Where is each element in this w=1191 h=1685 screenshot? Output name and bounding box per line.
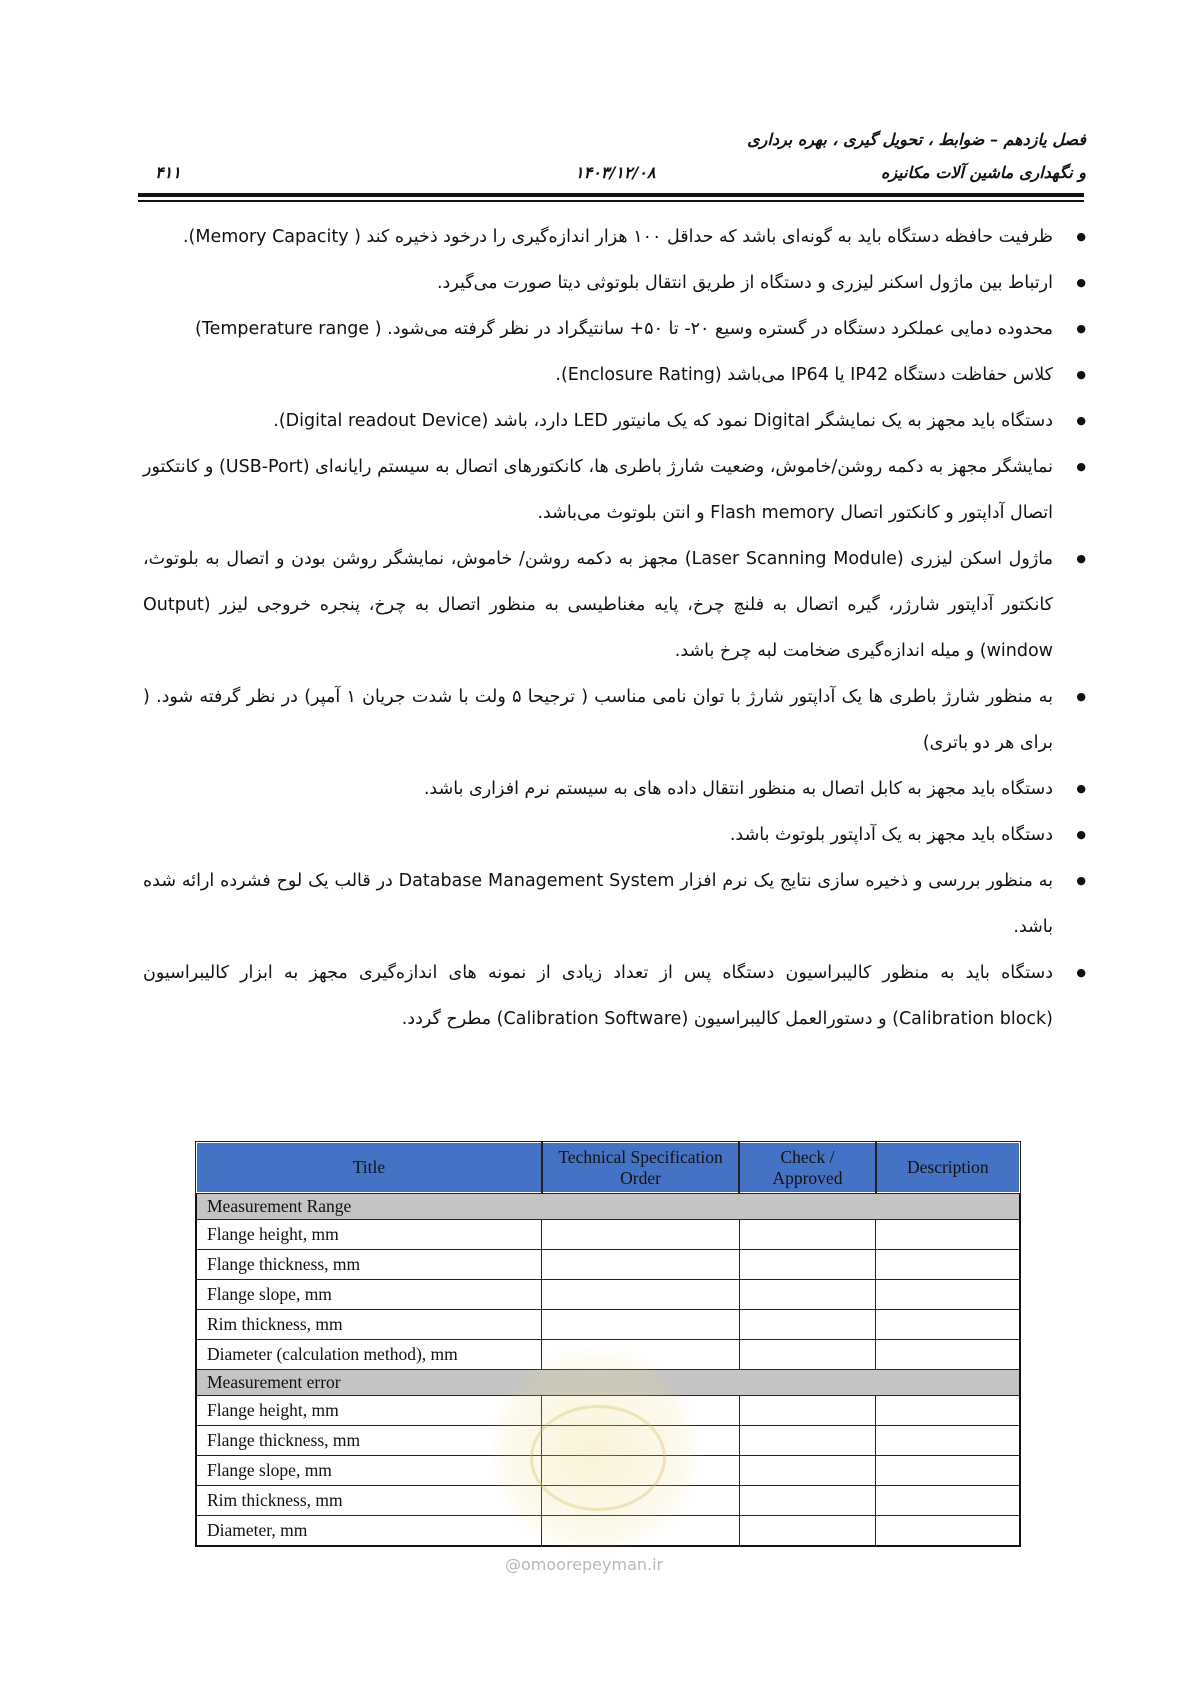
table-row	[196, 1250, 1020, 1280]
cell	[739, 1456, 875, 1486]
list-item: ● دستگاه باید مجهز به کابل اتصال به منظور انتقال داده های به سیستم نرم افزاری باشد.	[143, 766, 1088, 812]
cell	[542, 1340, 739, 1370]
list-item: ● دستگاه باید مجهز به یک آداپتور بلوتوث باشد.	[143, 812, 1088, 858]
cell	[739, 1250, 875, 1280]
list-item: ● ظرفیت حافظه دستگاه باید به گونه‌ای باشد که حداقل ۱۰۰ هزار اندازه‌گیری را درخود ذخیره کند ( Memory Capacity).	[143, 214, 1088, 260]
row-title: Diameter (calculation method), mm	[196, 1340, 542, 1370]
list-item: ● دستگاه باید مجهز به یک نمایشگر Digital نمود که یک مانیتور LED دارد، باشد (Digital readout Device).	[143, 398, 1088, 444]
chapter-title: فصل یازدهم – ضوابط ، تحویل گیری ، بهره برداری	[747, 130, 1086, 149]
cell	[739, 1396, 875, 1426]
cell	[542, 1220, 739, 1250]
column-header-title: Title	[196, 1142, 542, 1193]
cell	[876, 1310, 1020, 1340]
row-title: Rim thickness, mm	[196, 1486, 542, 1516]
cell	[542, 1516, 739, 1547]
list-item: ● به منظور بررسی و ذخیره سازی نتایج یک نرم افزار Database Management System در قالب یک لوح فشرده ارائه شده باشد.	[143, 858, 1088, 950]
table-row	[196, 1340, 1020, 1370]
cell	[876, 1486, 1020, 1516]
cell	[739, 1310, 875, 1340]
cell	[876, 1426, 1020, 1456]
column-header-spec: Technical Specification Order	[542, 1142, 739, 1193]
table-row	[196, 1220, 1020, 1250]
header-rule	[138, 193, 1084, 197]
watermark-url: @omoorepeyman.ir	[505, 1555, 664, 1574]
column-header-check: Check / Approved	[739, 1142, 875, 1193]
page-number: ۴۱۱	[155, 163, 181, 182]
cell	[876, 1250, 1020, 1280]
row-title: Diameter, mm	[196, 1516, 542, 1547]
cell	[876, 1340, 1020, 1370]
list-item: ● نمایشگر مجهز به دکمه روشن/خاموش، وضعیت شارژ باطری ها، کانکتورهای اتصال به سیستم رایانه‌ای (USB-Port) و کانتکتور اتصال آداپتور و کانکتور اتصال Flash memory و انتن بلوتوث می‌باشد.	[143, 444, 1088, 536]
list-item: ● ماژول اسکن لیزری (Laser Scanning Module) مجهز به دکمه روشن/ خاموش، نمایشگر روشن بودن و اتصال به بلوتوث، کانکتور آداپتور شارژر، گیره اتصال به فلنچ چرخ، پایه مغناطیسی به منظور اتصال به چرخ، پنجره خروجی لیزر (Output window) و میله اندازه‌گیری ضخامت لبه چرخ باشد.	[143, 536, 1088, 674]
cell	[542, 1396, 739, 1426]
cell	[542, 1426, 739, 1456]
list-item: ● ارتباط بین ماژول اسکنر لیزری و دستگاه از طریق انتقال بلوتوثی دیتا صورت می‌گیرد.	[143, 260, 1088, 306]
header-date: ۱۴۰۳/۱۲/۰۸	[575, 163, 656, 182]
table-row	[196, 1486, 1020, 1516]
cell	[739, 1340, 875, 1370]
cell	[739, 1220, 875, 1250]
specification-table	[195, 1141, 1021, 1547]
cell	[739, 1280, 875, 1310]
cell	[876, 1456, 1020, 1486]
table-row	[196, 1426, 1020, 1456]
column-header-description: Description	[876, 1142, 1020, 1193]
cell	[542, 1280, 739, 1310]
cell	[739, 1516, 875, 1547]
table-row	[196, 1396, 1020, 1426]
cell	[876, 1516, 1020, 1547]
list-item: ● محدوده دمایی عملکرد دستگاه در گستره وسیع ۲۰- تا ۵۰+ سانتیگراد در نظر گرفته می‌شود. ( Temperature range)	[143, 306, 1088, 352]
list-item: ● دستگاه باید به منظور کالیبراسیون دستگاه پس از تعداد زیادی از نمونه های اندازه‌گیری مجهز به ابزار کالیبراسیون (Calibration block) و دستورالعمل کالیبراسیون (Calibration Software) مطرح گردد.	[143, 950, 1088, 1042]
table-row	[196, 1456, 1020, 1486]
cell	[542, 1486, 739, 1516]
chapter-subtitle: و نگهداری ماشین آلات مکانیزه	[880, 163, 1086, 182]
row-title: Rim thickness, mm	[196, 1310, 542, 1340]
table-row	[196, 1516, 1020, 1547]
list-item: ● به منظور شارژ باطری ها یک آداپتور شارژ با توان نامی مناسب ( ترجیحا ۵ ولت با شدت جریان ۱ آمپر) در نظر گرفته شود. ( برای هر دو باتری)	[143, 674, 1088, 766]
requirements-list	[143, 214, 1088, 1042]
row-title: Flange thickness, mm	[196, 1426, 542, 1456]
cell	[739, 1426, 875, 1456]
header-rule-thin	[138, 200, 1084, 202]
section-label: Measurement error	[196, 1370, 1020, 1396]
cell	[876, 1280, 1020, 1310]
cell	[542, 1456, 739, 1486]
section-row	[196, 1370, 1020, 1396]
row-title: Flange slope, mm	[196, 1456, 542, 1486]
cell	[542, 1250, 739, 1280]
cell	[739, 1486, 875, 1516]
cell	[542, 1310, 739, 1340]
table-row	[196, 1280, 1020, 1310]
table-row	[196, 1310, 1020, 1340]
section-label: Measurement Range	[196, 1193, 1020, 1220]
row-title: Flange slope, mm	[196, 1280, 542, 1310]
row-title: Flange height, mm	[196, 1396, 542, 1426]
section-row	[196, 1193, 1020, 1220]
cell	[876, 1220, 1020, 1250]
cell	[876, 1396, 1020, 1426]
row-title: Flange height, mm	[196, 1220, 542, 1250]
list-item: ● کلاس حفاظت دستگاه IP42 یا IP64 می‌باشد (Enclosure Rating).	[143, 352, 1088, 398]
table-header-row	[196, 1142, 1020, 1193]
row-title: Flange thickness, mm	[196, 1250, 542, 1280]
